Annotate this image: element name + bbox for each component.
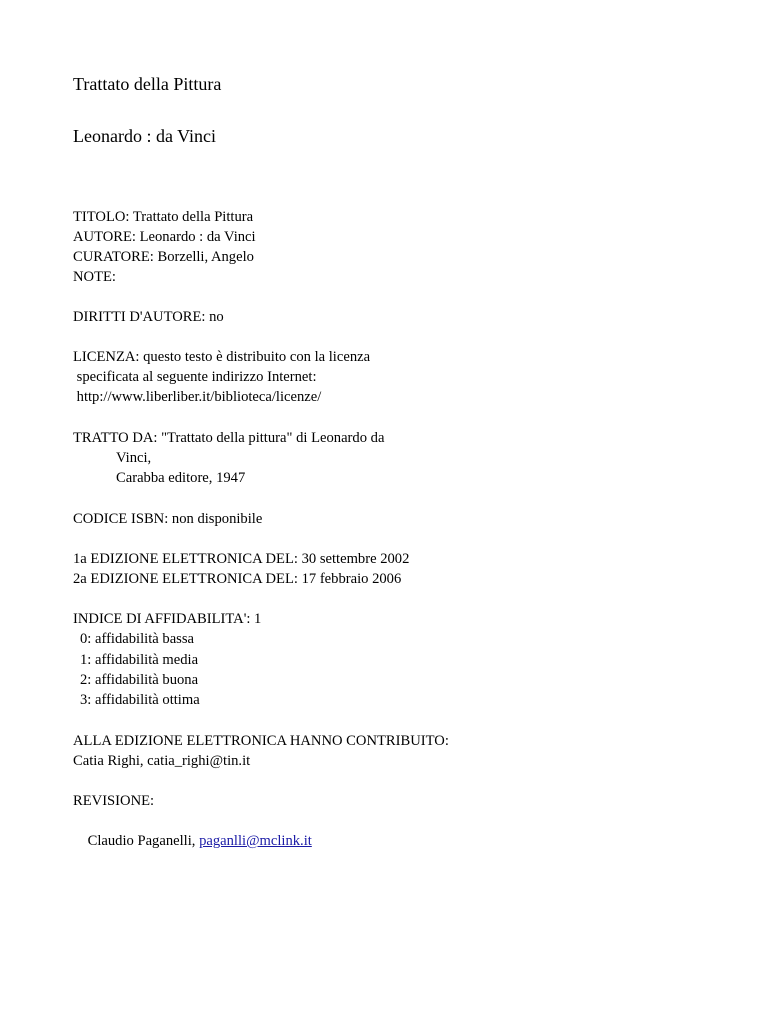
meta-tratto-da-line: Vinci, xyxy=(116,450,152,466)
meta-affidabilita-level: 1: affidabilità media xyxy=(80,652,199,668)
document-title: Trattato della Pittura xyxy=(73,74,222,94)
meta-revisione-heading: REVISIONE: xyxy=(73,793,155,809)
document-author: Leonardo : da Vinci xyxy=(73,126,217,146)
meta-affidabilita-level: 0: affidabilità bassa xyxy=(80,631,195,647)
meta-contributi-value: Catia Righi, catia_righi@tin.it xyxy=(73,753,251,769)
meta-curatore: CURATORE: Borzelli, Angelo xyxy=(73,249,254,265)
revisione-name: Claudio Paganelli, xyxy=(87,833,200,849)
meta-affidabilita-level: 2: affidabilità buona xyxy=(80,672,199,688)
meta-edizione-1: 1a EDIZIONE ELETTRONICA DEL: 30 settembre 2002 xyxy=(73,551,410,567)
meta-tratto-da: TRATTO DA: "Trattato della pittura" di Leonardo da xyxy=(73,430,385,446)
meta-contributi-heading: ALLA EDIZIONE ELETTRONICA HANNO CONTRIBUITO: xyxy=(73,733,449,749)
meta-titolo: TITOLO: Trattato della Pittura xyxy=(73,209,254,225)
meta-affidabilita-heading: INDICE DI AFFIDABILITA': 1 xyxy=(73,611,262,627)
meta-diritti: DIRITTI D'AUTORE: no xyxy=(73,309,224,325)
meta-licenza-line: specificata al seguente indirizzo Internet: xyxy=(73,369,317,385)
meta-edizione-2: 2a EDIZIONE ELETTRONICA DEL: 17 febbraio 2006 xyxy=(73,571,402,587)
meta-revisione-value xyxy=(73,811,312,871)
revisione-email-link[interactable]: paganlli@mclink.it xyxy=(199,833,312,849)
meta-tratto-da-line: Carabba editore, 1947 xyxy=(116,470,246,486)
meta-affidabilita-level: 3: affidabilità ottima xyxy=(80,692,200,708)
meta-licenza-line: LICENZA: questo testo è distribuito con la licenza xyxy=(73,349,371,365)
meta-isbn: CODICE ISBN: non disponibile xyxy=(73,511,263,527)
meta-autore: AUTORE: Leonardo : da Vinci xyxy=(73,229,256,245)
meta-note: NOTE: xyxy=(73,269,116,285)
meta-licenza-url: http://www.liberliber.it/biblioteca/licenze/ xyxy=(73,389,322,405)
